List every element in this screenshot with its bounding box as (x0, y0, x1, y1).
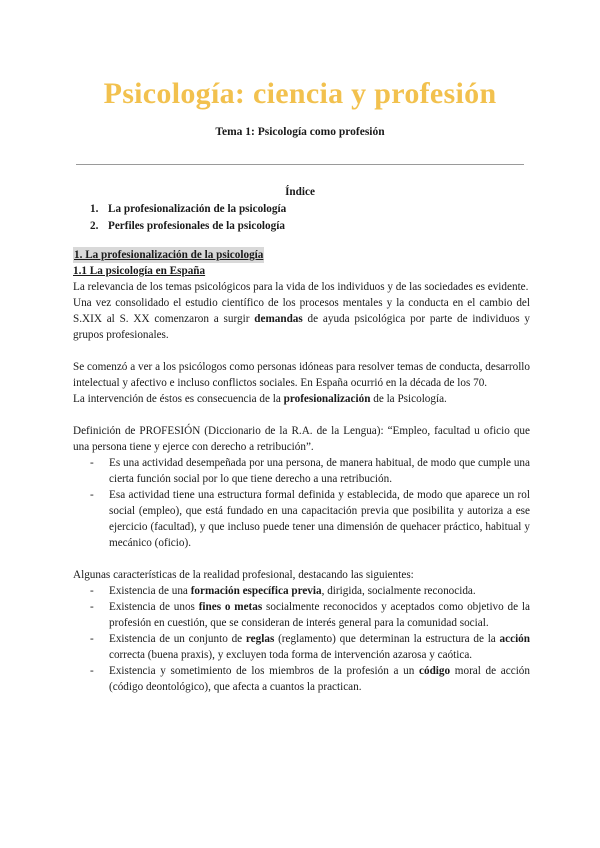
index-title: Índice (285, 186, 315, 198)
list-item: - Existencia de un conjunto de reglas (reglamento) que determinan la estructura de la acción correcta (buena praxis), y excluyen toda forma de intervención azarosa y caótica. (90, 633, 530, 661)
document-subtitle: Tema 1: Psicología como profesión (215, 126, 385, 138)
section-content (73, 247, 530, 695)
list-item: - Existencia de una formación específica previa, dirigida, socialmente reconocida. (90, 585, 476, 597)
toc-item (90, 201, 530, 218)
table-of-contents (90, 201, 530, 235)
list-item: - Esa actividad tiene una estructura formal definida y establecida, de modo que aparece un rol social (empleo), que está fundado en una capacitación previa que posibilita y autoriza a ese ejercicio (facultad), y que incluso puede tener una dimensión de quehacer práctico, habitual y mecánico (oficio). (90, 489, 530, 549)
toc-item (90, 218, 530, 235)
subsection-heading: 1.1 La psicología en España (73, 265, 206, 277)
toc-item-number: 2. (90, 220, 99, 232)
paragraph: Algunas características de la realidad profesional, destacando las siguientes: (73, 569, 414, 581)
paragraph: La relevancia de los temas psicológicos para la vida de los individuos y de las sociedades es evidente. (73, 281, 529, 293)
paragraph: Una vez consolidado el estudio científico de los procesos mentales y la conducta en el cambio del S.XIX al S. XX comenzaron a surgir demandas de ayuda psicológica por parte de individuos y grupos profesionales. (73, 297, 530, 341)
list-item: - Existencia de unos fines o metas socialmente reconocidos y aceptados como objetivo de la profesión en cuestión, que se consideran de interés general para la comunidad social. (90, 601, 530, 629)
toc-item-label: La profesionalización de la psicología (108, 203, 287, 215)
section-heading: 1. La profesionalización de la psicología (74, 249, 264, 261)
paragraph: Se comenzó a ver a los psicólogos como personas idóneas para resolver temas de conducta, desarrollo intelectual y afectivo e incluso conflictos sociales. En España ocurrió en la década de los 70. (73, 361, 530, 389)
toc-item-label: Perfiles profesionales de la psicología (108, 220, 285, 232)
definition-list (73, 455, 530, 551)
characteristics-list (73, 583, 530, 695)
list-item: - Existencia y sometimiento de los miembros de la profesión a un código moral de acción (código deontológico), que afecta a cuantos la practican. (90, 665, 530, 693)
toc-item-number: 1. (90, 203, 99, 215)
paragraph: La intervención de éstos es consecuencia de la profesionalización de la Psicología. (73, 393, 447, 405)
document-title: Psicología: ciencia y profesión (103, 77, 497, 110)
horizontal-divider (76, 164, 524, 165)
definition-paragraph: Definición de PROFESIÓN (Diccionario de la R.A. de la Lengua): “Empleo, facultad u oficio que una persona tiene y ejerce con derecho a retribución”. (73, 425, 530, 453)
list-item: - Es una actividad desempeñada por una persona, de manera habitual, de modo que cumple una cierta función social por lo que tiene derecho a una retribución. (90, 457, 530, 485)
